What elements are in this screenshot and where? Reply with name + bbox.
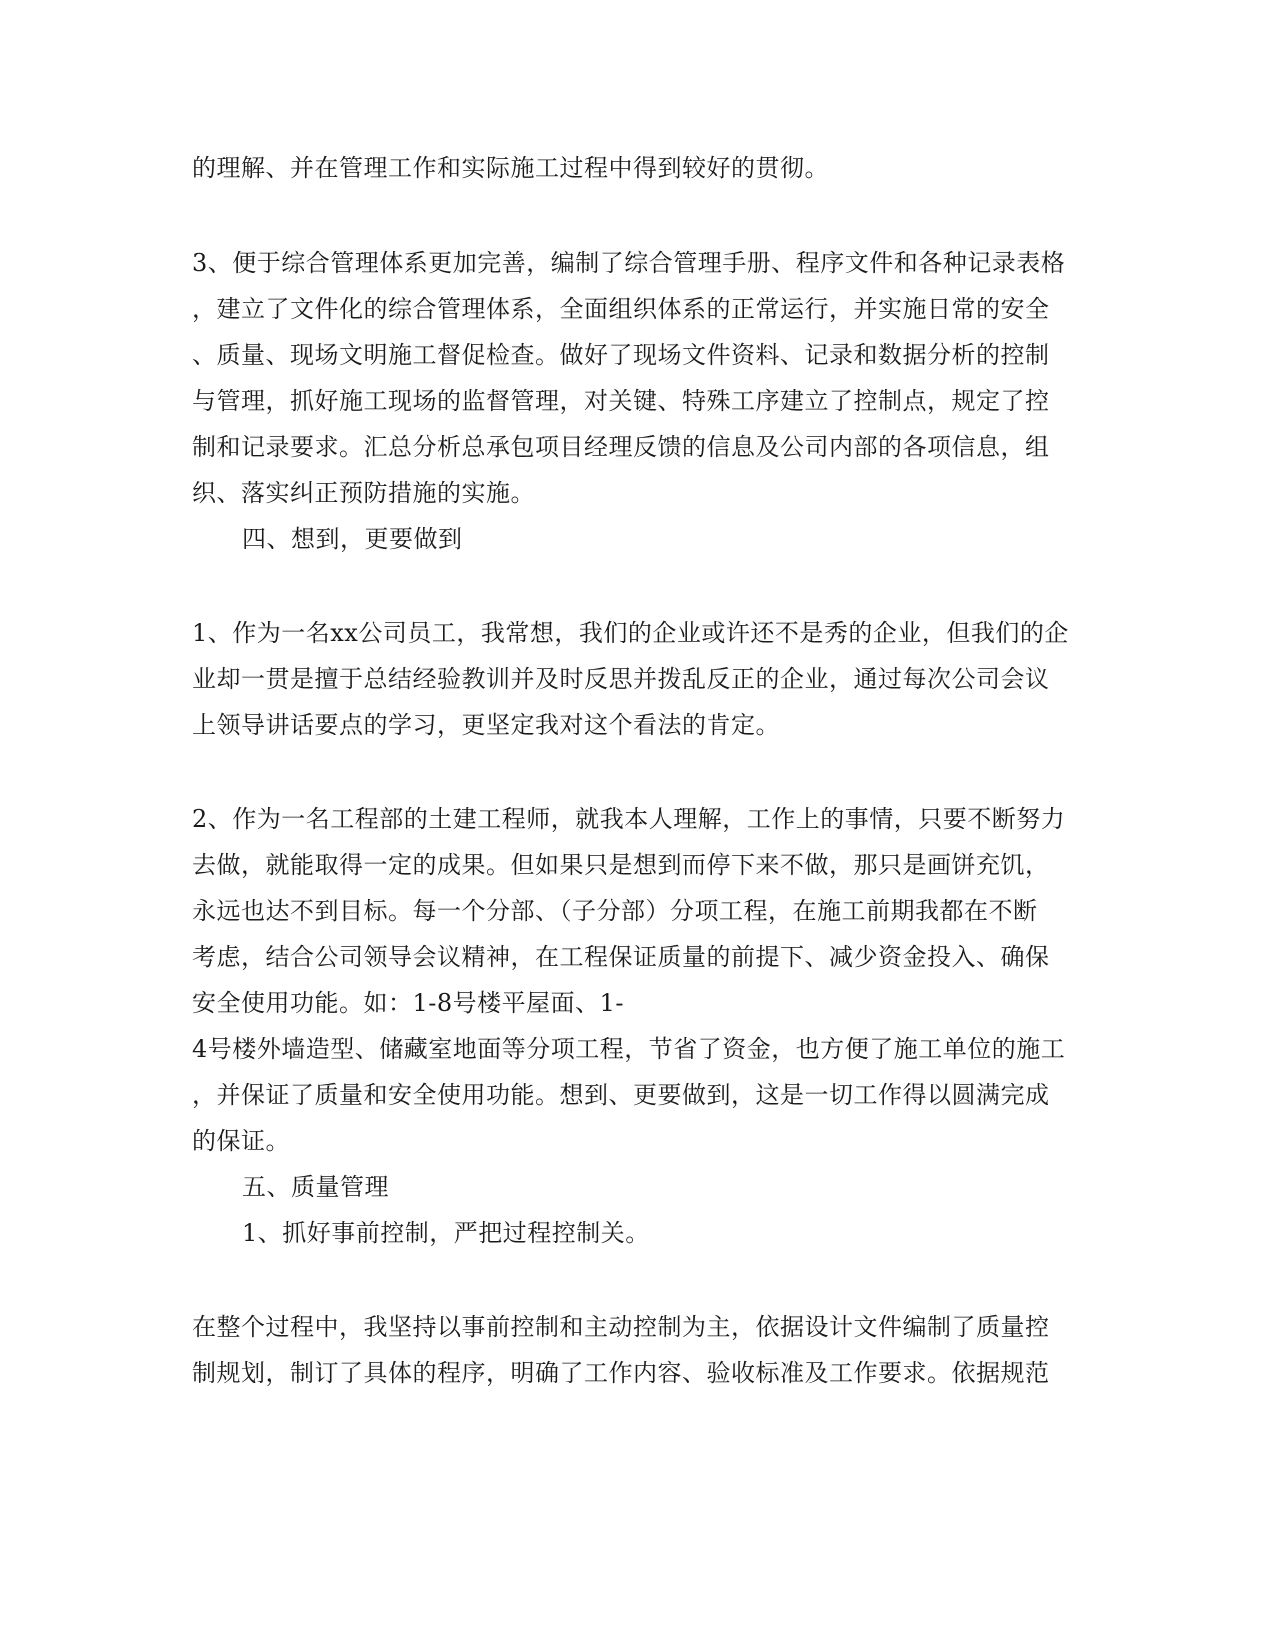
text-line: 去做，就能取得一定的成果。但如果只是想到而停下来不做，那只是画饼充饥， bbox=[192, 851, 1050, 879]
text-line: 的保证。 bbox=[192, 1127, 290, 1155]
text-line: 、质量、现场文明施工督促检查。做好了现场文件资料、记录和数据分析的控制 bbox=[192, 341, 1050, 369]
text-line: 制规划，制订了具体的程序，明确了工作内容、验收标准及工作要求。依据规范 bbox=[192, 1359, 1050, 1387]
text-line: 安全使用功能。如：1-8号楼平屋面、1- bbox=[192, 989, 625, 1017]
text-line: 与管理，抓好施工现场的监督管理，对关键、特殊工序建立了控制点，规定了控 bbox=[192, 387, 1050, 415]
sub-heading: 1、抓好事前控制，严把过程控制关。 bbox=[242, 1219, 650, 1247]
text-line: 永远也达不到目标。每一个分部、（子分部）分项工程，在施工前期我都在不断 bbox=[192, 897, 1038, 925]
text-line: 3、便于综合管理体系更加完善，编制了综合管理手册、程序文件和各种记录表格 bbox=[192, 249, 1066, 277]
text-line: 在整个过程中，我坚持以事前控制和主动控制为主，依据设计文件编制了质量控 bbox=[192, 1313, 1050, 1341]
text-line: ，建立了文件化的综合管理体系，全面组织体系的正常运行，并实施日常的安全 bbox=[192, 295, 1050, 323]
text-line: 1、作为一名xx公司员工，我常想，我们的企业或许还不是秀的企业，但我们的企 bbox=[192, 619, 1069, 647]
text-line: 的理解、并在管理工作和实际施工过程中得到较好的贯彻。 bbox=[192, 154, 829, 182]
text-line: 考虑，结合公司领导会议精神，在工程保证质量的前提下、减少资金投入、确保 bbox=[192, 943, 1050, 971]
section-heading: 四、想到，更要做到 bbox=[242, 525, 463, 553]
text-line: 制和记录要求。汇总分析总承包项目经理反馈的信息及公司内部的各项信息，组 bbox=[192, 433, 1050, 461]
section-heading: 五、质量管理 bbox=[242, 1173, 389, 1201]
text-line: 业却一贯是擅于总结经验教训并及时反思并拨乱反正的企业，通过每次公司会议 bbox=[192, 665, 1050, 693]
text-line: 织、落实纠正预防措施的实施。 bbox=[192, 479, 535, 507]
text-line: 4号楼外墙造型、储藏室地面等分项工程，节省了资金，也方便了施工单位的施工 bbox=[192, 1035, 1066, 1063]
text-line: 2、作为一名工程部的土建工程师，就我本人理解，工作上的事情，只要不断努力 bbox=[192, 805, 1066, 833]
text-line: ，并保证了质量和安全使用功能。想到、更要做到，这是一切工作得以圆满完成 bbox=[192, 1081, 1050, 1109]
text-line: 上领导讲话要点的学习，更坚定我对这个看法的肯定。 bbox=[192, 711, 780, 739]
